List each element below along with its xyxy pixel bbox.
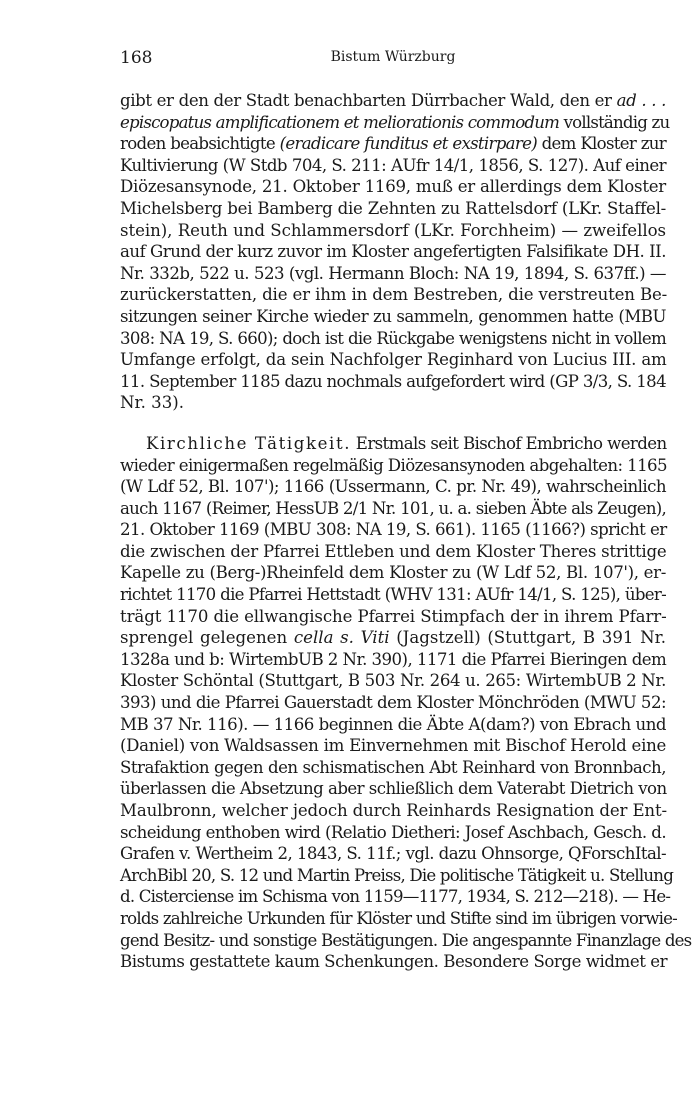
section-heading: Kirchliche Tätigkeit. (146, 433, 352, 453)
text-line: Diözesansynode, 21. Oktober 1169, muß er allerdings dem Kloster (120, 177, 666, 197)
text-line: (W Ldf 52, Bl. 107'); 1166 (Ussermann, C. pr. Nr. 49), wahrscheinlich (120, 477, 666, 497)
text-line: episcopatus amplificationem et meliorationis commodum vollständig zu (120, 112, 670, 132)
text-line: Kloster Schöntal (Stuttgart, B 503 Nr. 264 u. 265: WirtembUB 2 Nr. (120, 671, 666, 691)
text-line: stein), Reuth und Schlammersdorf (LKr. Forchheim) — zweifellos (120, 220, 666, 240)
text-line: Bistums gestattete kaum Schenkungen. Besondere Sorge widmet er (120, 952, 668, 972)
text-line: Strafaktion gegen den schismatischen Abt Reinhard von Bronnbach, (120, 757, 666, 777)
text-line: 308: NA 19, S. 660); doch ist die Rückgabe wenigstens nicht in vollem (120, 328, 666, 348)
page-number: 168 (120, 48, 153, 68)
text-line: wieder einigermaßen regelmäßig Diözesansynoden abgehalten: 1165 (120, 455, 667, 475)
text-line: 393) und die Pfarrei Gauerstadt dem Kloster Mönchröden (MWU 52: (120, 693, 666, 713)
paragraph-gap (120, 414, 666, 433)
running-head: Bistum Würzburg (330, 49, 456, 65)
text-line: überlassen die Absetzung aber schließlich dem Vaterabt Dietrich von (120, 779, 667, 799)
text-line: zurückerstatten, die er ihm in dem Bestreben, die verstreuten Be- (120, 285, 668, 305)
text-line: Kultivierung (W Stdb 704, S. 211: AUfr 14/1, 1856, S. 127). Auf einer (120, 155, 666, 175)
paragraph-2 (120, 433, 692, 973)
text-line: Kirchliche Tätigkeit. Erstmals seit Bischof Embricho werden (146, 433, 667, 453)
text-line: richtet 1170 die Pfarrei Hettstadt (WHV 131: AUfr 14/1, S. 125), über- (120, 585, 666, 605)
text-line: trägt 1170 die ellwangische Pfarrei Stimpfach der in ihrem Pfarr- (120, 606, 667, 626)
text-line: auch 1167 (Reimer, HessUB 2/1 Nr. 101, u. a. sieben Äbte als Zeugen), (120, 498, 667, 518)
text-line: Nr. 33). (120, 393, 185, 413)
body-text (120, 90, 692, 973)
text-line: Grafen v. Wertheim 2, 1843, S. 11f.; vgl. dazu Ohnsorge, QForschItal- (120, 844, 667, 864)
text-line: gend Besitz- und sonstige Bestätigungen. Die angespannte Finanzlage des (120, 930, 692, 950)
text-line: Maulbronn, welcher jedoch durch Reinhards Resignation der Ent- (120, 801, 667, 820)
text-line: Nr. 332b, 522 u. 523 (vgl. Hermann Bloch: NA 19, 1894, S. 637ff.) — (120, 263, 666, 283)
text-line: 21. Oktober 1169 (MBU 308: NA 19, S. 661). 1165 (1166?) spricht er (120, 520, 667, 540)
text-line: Umfange erfolgt, da sein Nachfolger Reginhard von Lucius III. am (120, 350, 667, 370)
text-line: roden beabsichtigte (eradicare funditus et exstirpare) dem Kloster zur (120, 134, 666, 154)
text-line: gibt er den der Stadt benachbarten Dürrbacher Wald, den er ad . . . (120, 91, 667, 110)
page-header (120, 48, 666, 72)
text-line: 11. September 1185 dazu nochmals aufgefordert wird (GP 3/3, S. 184 (120, 371, 666, 391)
paragraph-1 (120, 90, 670, 414)
text-line: Michelsberg bei Bamberg die Zehnten zu Rattelsdorf (LKr. Staffel- (120, 198, 666, 218)
text-line: 1328a und b: WirtembUB 2 Nr. 390), 1171 die Pfarrei Bieringen dem (120, 649, 667, 669)
text-line: Kapelle zu (Berg-)Rheinfeld dem Kloster zu (W Ldf 52, Bl. 107'), er- (120, 563, 666, 583)
text-line: MB 37 Nr. 116). — 1166 beginnen die Äbte A(dam?) von Ebrach und (120, 714, 667, 734)
text-line: (Daniel) von Waldsassen im Einvernehmen mit Bischof Herold eine (120, 736, 666, 756)
text-line: ArchBibl 20, S. 12 und Martin Preiss, Die politische Tätigkeit u. Stellung (120, 865, 674, 885)
text-line: sitzungen seiner Kirche wieder zu sammeln, genommen hatte (MBU (120, 306, 666, 326)
text-line: auf Grund der kurz zuvor im Kloster angefertigten Falsifikate DH. II. (120, 242, 666, 262)
text-line: die zwischen der Pfarrei Ettleben und dem Kloster Theres strittige (120, 541, 667, 561)
text-line: sprengel gelegenen cella s. Viti (Jagstzell) (Stuttgart, B 391 Nr. (120, 628, 666, 648)
text-line: d. Cisterciense im Schisma von 1159—1177, 1934, S. 212—218). — He- (120, 887, 671, 907)
text-line: rolds zahlreiche Urkunden für Klöster und Stifte sind im übrigen vorwie- (120, 908, 677, 928)
text-line: scheidung enthoben wird (Relatio Dietheri: Josef Aschbach, Gesch. d. (120, 822, 666, 842)
